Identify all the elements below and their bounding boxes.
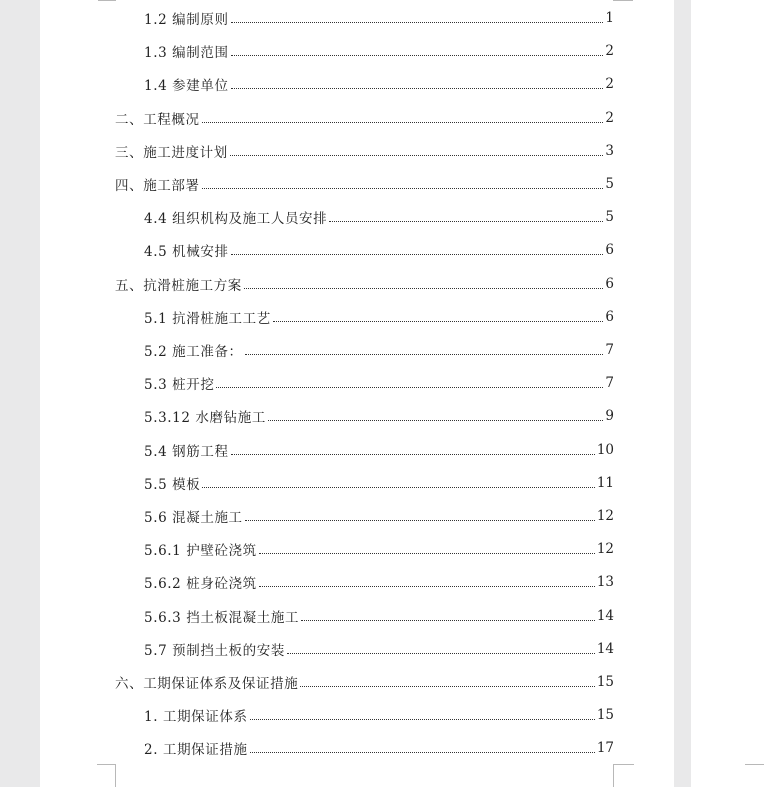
toc-entry-title: 六、工期保证体系及保证措施 xyxy=(115,676,299,692)
dot-leader xyxy=(250,752,595,753)
toc-entry[interactable] xyxy=(144,571,614,593)
toc-entry-title: 三、施工进度计划 xyxy=(115,144,228,161)
toc-entry-page-number: 3 xyxy=(605,142,614,159)
toc-entry-page-number: 5 xyxy=(605,176,614,192)
toc-entry[interactable] xyxy=(144,737,614,759)
toc-entry-page-number: 9 xyxy=(605,408,614,425)
dot-leader xyxy=(216,387,603,388)
toc-entry[interactable] xyxy=(115,671,614,693)
toc-entry-title: 2. 工期保证措施 xyxy=(144,742,248,759)
dot-leader xyxy=(273,321,604,322)
toc-entry-title: 五、抗滑桩施工方案 xyxy=(115,277,242,294)
toc-entry-page-number: 2 xyxy=(605,43,614,60)
toc-entry-page-number: 10 xyxy=(596,441,614,458)
toc-entry-page-number: 15 xyxy=(596,674,614,690)
toc-entry-page-number: 7 xyxy=(605,375,614,392)
toc-entry-page-number: 15 xyxy=(596,707,614,724)
toc-entry-page-number: 14 xyxy=(596,607,614,624)
toc-entry-title: 5.6.2 桩身砼浇筑 xyxy=(144,576,257,593)
toc-entry-title: 5.6 混凝土施工 xyxy=(144,510,243,526)
dot-leader xyxy=(231,55,604,56)
toc-entry[interactable] xyxy=(144,40,614,62)
toc-entry-title: 1.2 编制原则 xyxy=(144,12,229,28)
toc-entry[interactable] xyxy=(144,306,614,328)
toc-entry-page-number: 7 xyxy=(605,342,614,358)
dot-leader xyxy=(329,221,603,222)
document-page xyxy=(40,0,674,787)
toc-entry-page-number: 12 xyxy=(596,508,614,524)
dot-leader xyxy=(301,620,595,621)
dot-leader xyxy=(202,487,594,488)
toc-entry-title: 5.3.12 水磨钻施工 xyxy=(144,410,266,427)
toc-entry[interactable] xyxy=(144,372,614,394)
toc-entry[interactable] xyxy=(115,273,614,295)
toc-entry[interactable] xyxy=(144,206,614,228)
toc-entry-page-number: 6 xyxy=(605,308,614,325)
toc-entry[interactable] xyxy=(144,605,614,627)
toc-entry[interactable] xyxy=(144,7,614,29)
toc-entry-title: 1.4 参建单位 xyxy=(144,78,229,95)
toc-entry-page-number: 5 xyxy=(605,209,614,226)
toc-entry-title: 4.5 机械安排 xyxy=(144,244,229,261)
dot-leader xyxy=(231,22,604,23)
toc-entry-title: 1. 工期保证体系 xyxy=(144,709,248,726)
toc-entry-page-number: 12 xyxy=(596,541,614,558)
dot-leader xyxy=(268,420,603,421)
toc-entry-page-number: 11 xyxy=(596,474,614,491)
toc-entry-title: 二、工程概况 xyxy=(115,111,200,128)
dot-leader xyxy=(202,122,604,123)
dot-leader xyxy=(231,88,604,89)
dot-leader xyxy=(245,354,604,355)
toc-entry-page-number: 17 xyxy=(596,740,614,757)
dot-leader xyxy=(259,553,595,554)
toc-entry-title: 5.6.3 挡土板混凝土施工 xyxy=(144,609,300,626)
dot-leader xyxy=(250,719,595,720)
toc-entry-title: 5.3 桩开挖 xyxy=(144,377,215,394)
toc-entry[interactable] xyxy=(115,107,614,129)
table-of-contents xyxy=(40,0,674,787)
toc-entry[interactable] xyxy=(144,704,614,726)
toc-entry-title: 5.2 施工准备： xyxy=(144,344,243,360)
dot-leader xyxy=(244,288,604,289)
dot-leader xyxy=(300,686,595,687)
toc-entry[interactable] xyxy=(144,405,614,427)
toc-entry[interactable] xyxy=(144,538,614,560)
toc-entry[interactable] xyxy=(115,173,614,195)
toc-entry-page-number: 14 xyxy=(596,640,614,657)
dot-leader xyxy=(230,155,604,156)
dot-leader xyxy=(287,653,595,654)
dot-leader xyxy=(259,586,595,587)
toc-entry-title: 1.3 编制范围 xyxy=(144,45,229,62)
toc-entry[interactable] xyxy=(144,339,614,361)
toc-entry[interactable] xyxy=(144,505,614,527)
toc-entry-page-number: 1 xyxy=(605,10,614,26)
toc-entry-title: 4.4 组织机构及施工人员安排 xyxy=(144,211,328,228)
toc-entry-title: 5.6.1 护壁砼浇筑 xyxy=(144,543,257,560)
toc-entry-page-number: 2 xyxy=(605,76,614,93)
toc-entry-title: 5.1 抗滑桩施工工艺 xyxy=(144,310,271,327)
next-page-crop-mark xyxy=(745,764,764,765)
toc-entry[interactable] xyxy=(144,73,614,95)
dot-leader xyxy=(231,454,595,455)
toc-entry-title: 5.7 预制挡土板的安装 xyxy=(144,642,285,659)
toc-entry-title: 5.4 钢筋工程 xyxy=(144,443,229,460)
toc-entry-title: 四、施工部署 xyxy=(115,178,200,194)
toc-entry-page-number: 2 xyxy=(605,109,614,126)
toc-entry-page-number: 6 xyxy=(605,242,614,259)
toc-entry[interactable] xyxy=(115,140,614,162)
toc-entry-page-number: 6 xyxy=(605,275,614,292)
toc-entry-title: 5.5 模板 xyxy=(144,476,201,493)
dot-leader xyxy=(202,188,604,189)
toc-entry[interactable] xyxy=(144,472,614,494)
toc-entry-page-number: 13 xyxy=(596,574,614,591)
toc-entry[interactable] xyxy=(144,638,614,660)
dot-leader xyxy=(245,520,595,521)
next-page-edge xyxy=(691,0,764,787)
dot-leader xyxy=(231,254,604,255)
toc-entry[interactable] xyxy=(144,239,614,261)
toc-entry[interactable] xyxy=(144,439,614,461)
